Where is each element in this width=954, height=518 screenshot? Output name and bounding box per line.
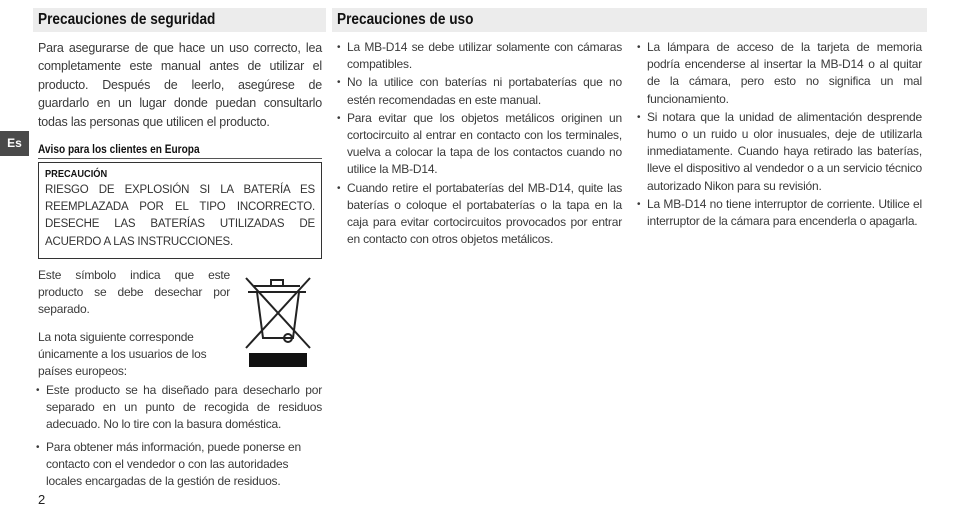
usage-precautions-list-a — [337, 39, 622, 249]
european-users-note: La nota siguiente corresponde únicamente a los usuarios de los países europeos: — [38, 330, 207, 379]
page-number: 2 — [38, 492, 46, 507]
list-item: • Si notara que la unidad de alimentación desprende humo o un ruido u olor inusuales, deje de utilizarla inmediatamente. Cuando haya retirado las baterías, lleve el dispositivo al vendedor o a un servicio técnico autorizado Nikon para su revisión. — [637, 109, 922, 195]
list-item: • Para obtener más información, puede ponerse en contacto con el vendedor o con las autoridades locales encargadas de la gestión de residuos. — [36, 439, 322, 491]
list-item: • No la utilice con baterías ni portabaterías que no estén recomendadas en este manual. — [337, 74, 622, 108]
list-item: • La MB-D14 no tiene interruptor de corriente. Utilice el interruptor de la cámara para encenderla o apagarla. — [637, 196, 922, 230]
safety-intro-paragraph: Para asegurarse de que hace un uso correcto, lea completamente este manual antes de utilizar el producto. Después de leerlo, asegúrese de guardarlo en un lugar donde puedan consultarlo todas las personas que utilicen el producto. — [38, 41, 322, 129]
crossed-out-wheelie-bin-icon — [238, 268, 320, 370]
language-tab: Es — [0, 131, 29, 156]
section-heading-safety: Precauciones de seguridad — [33, 8, 326, 32]
symbol-description: Este símbolo indica que este producto se debe desechar por separado. — [38, 268, 230, 317]
europe-notice-heading: Aviso para los clientes en Europa — [38, 143, 322, 159]
caution-text: RIESGO DE EXPLOSIÓN SI LA BATERÍA ES REEMPLAZADA POR EL TIPO INCORRECTO. DESECHE LAS BATERÍAS UTILIZADAS DE ACUERDO A LAS INSTRUCCIONES. — [45, 184, 315, 248]
list-item: • Cuando retire el portabaterías del MB-D14, quite las baterías o coloque el portabaterías o la tapa en la caja para evitar cortocircuitos provocados por entrar en contacto con otros objetos metálicos. — [337, 180, 622, 249]
list-item: • La MB-D14 se debe utilizar solamente con cámaras compatibles. — [337, 39, 622, 73]
caution-box — [38, 162, 322, 259]
section-heading-usage: Precauciones de uso — [332, 8, 927, 32]
caution-title: PRECAUCIÓN — [45, 168, 108, 180]
usage-precautions-list-b — [637, 39, 922, 231]
eu-disposal-list — [36, 382, 322, 495]
list-item: • Para evitar que los objetos metálicos originen un cortocircuito al entrar en contacto con los terminales, vuelva a colocar la tapa de los contactos cuando no utilice la MB-D14. — [337, 110, 622, 179]
list-item: • La lámpara de acceso de la tarjeta de memoria podría encenderse al insertar la MB-D14 o al quitar de la cámara, pero esto no significa un mal funcionamiento. — [637, 39, 922, 108]
list-item: • Este producto se ha diseñado para desecharlo por separado en un punto de recogida de residuos adecuado. No lo tire con la basura doméstica. — [36, 382, 322, 434]
